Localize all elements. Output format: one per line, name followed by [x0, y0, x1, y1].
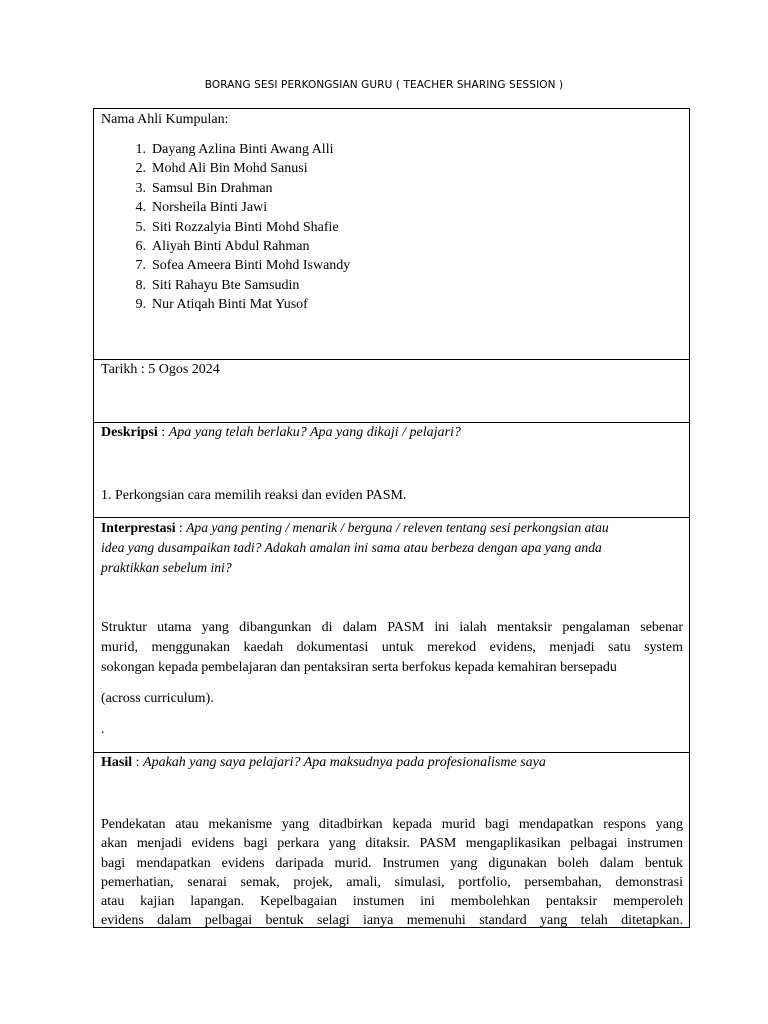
hasil-label: Hasil	[101, 755, 133, 770]
list-item: 9. Nur Atiqah Binti Mat Yusof	[135, 297, 308, 313]
list-item: 1. Dayang Azlina Binti Awang Alli	[135, 142, 334, 157]
members-section	[94, 109, 689, 359]
interpretasi-dot: .	[101, 722, 105, 737]
sharing-session-form	[93, 108, 690, 928]
hasil-question: Apakah yang saya pelajari? Apa maksudnya pada profesionalisme saya	[143, 755, 546, 770]
deskripsi-question: Apa yang telah berlaku? Apa yang dikaji / pelajari?	[168, 425, 461, 440]
list-item: 4. Norsheila Binti Jawi	[135, 200, 268, 216]
hasil-answer: Pendekatan atau mekanisme yang ditadbirkan kepada murid bagi mendapatkan respons yang akan menjadi evidens bagi perkara yang ditaksir. PASM mengaplikasikan pelbagai instrumen bagi mendapatkan evidens daripada murid. Instrumen yang digunakan boleh dalam bentuk pemerhatian, senarai semak, projek, amali, simulasi, portfolio, persembahan, demonstrasi atau kajian lapangan. Kepelbagaian instumen ini membolehkan pentaksir memperoleh evidens dalam pelbagai bentuk selagi ianya memenuhi standard yang telah ditetapkan.	[101, 817, 683, 928]
deskripsi-answer: 1. Perkongsian cara memilih reaksi dan eviden PASM.	[101, 488, 407, 503]
date-section	[94, 359, 689, 422]
list-item: 3. Samsul Bin Drahman	[135, 180, 273, 196]
interpretasi-prompt: Interprestasi : Apa yang penting / menarik / berguna / releven tentang sesi perkongsian atau idea yang dusampaikan tadi? Adakah amalan ini sama atau berbeza dengan apa yang anda praktikkan sebelum ini?	[101, 520, 609, 575]
form-title: BORANG SESI PERKONGSIAN GURU ( TEACHER SHARING SESSION )	[204, 79, 564, 91]
interpretasi-answer-tail: (across curriculum).	[101, 691, 214, 706]
hasil-prompt: Hasil : Apakah yang saya pelajari? Apa maksudnya pada profesionalisme saya	[101, 755, 546, 770]
deskripsi-label: Deskripsi	[101, 425, 158, 440]
list-item: 8. Siti Rahayu Bte Samsudin	[135, 277, 300, 293]
members-label: Nama Ahli Kumpulan:	[101, 112, 229, 127]
deskripsi-section	[94, 422, 689, 517]
list-item: 7. Sofea Ameera Binti Mohd Iswandy	[135, 258, 351, 274]
deskripsi-prompt: Deskripsi : Apa yang telah berlaku? Apa yang dikaji / pelajari?	[101, 425, 461, 440]
list-item: 6. Aliyah Binti Abdul Rahman	[135, 239, 310, 255]
interpretasi-section	[94, 517, 689, 752]
date-text: Tarikh : 5 Ogos 2024	[101, 362, 220, 377]
list-item: 5. Siti Rozzalyia Binti Mohd Shafie	[135, 219, 339, 235]
list-item: 2. Mohd Ali Bin Mohd Sanusi	[135, 161, 308, 177]
interpretasi-answer: Struktur utama yang dibangunkan di dalam PASM ini ialah mentaksir pengalaman sebenar murid, menggunakan kaedah dokumentasi untuk merekod evidens, menjadi satu system sokongan kepada pembelajaran dan pentaksiran serta berfokus kepada kemahiran bersepadu	[101, 620, 683, 675]
interpretasi-label: Interprestasi	[101, 520, 176, 535]
hasil-section	[94, 752, 689, 928]
member-list	[126, 140, 350, 315]
